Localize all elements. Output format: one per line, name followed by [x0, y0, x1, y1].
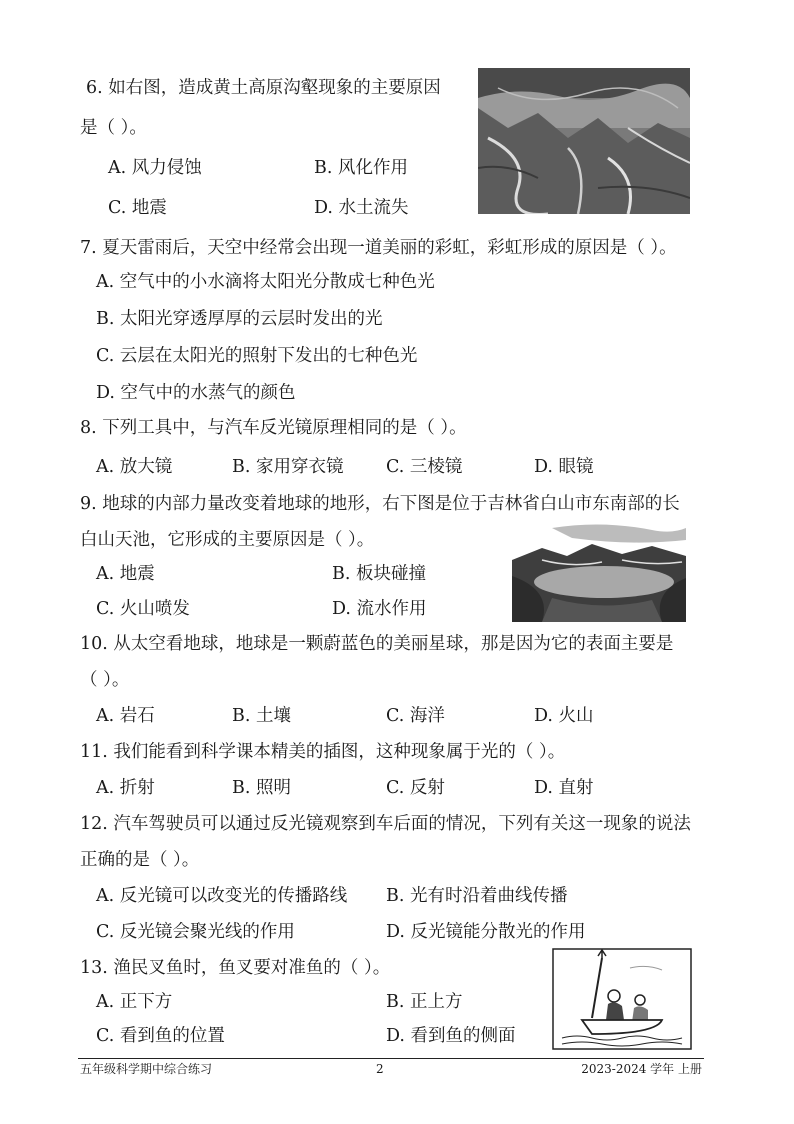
question-13-option-c: C. 看到鱼的位置	[96, 1026, 225, 1046]
question-9-option-d: D. 流水作用	[332, 599, 427, 619]
question-13-option-d: D. 看到鱼的侧面	[386, 1026, 516, 1046]
question-10-option-d: D. 火山	[534, 706, 594, 726]
question-11-option-a: A. 折射	[96, 778, 155, 798]
question-6-stem-line-1: 6. 如右图，造成黄土高原沟壑现象的主要原因	[86, 78, 441, 98]
question-10-stem-line-2: （ ）。	[80, 670, 130, 690]
question-11-stem: 11. 我们能看到科学课本精美的插图，这种现象属于光的（ ）。	[80, 742, 566, 762]
footer-school-year: 2023-2024 学年 上册	[581, 1062, 702, 1076]
question-7-stem: 7. 夏天雷雨后，天空中经常会出现一道美丽的彩虹，彩虹形成的原因是（ ）。	[80, 238, 677, 258]
question-12-stem-line-1: 12. 汽车驾驶员可以通过反光镜观察到车后面的情况，下列有关这一现象的说法	[80, 814, 691, 834]
question-12-option-a: A. 反光镜可以改变光的传播路线	[96, 886, 348, 906]
question-11-option-c: C. 反射	[386, 778, 445, 798]
question-6-stem-line-2: 是（ ）。	[80, 118, 147, 138]
question-8-option-b: B. 家用穿衣镜	[232, 457, 344, 477]
question-9-option-b: B. 板块碰撞	[332, 564, 426, 584]
question-11-option-b: B. 照明	[232, 778, 291, 798]
question-7-option-c: C. 云层在太阳光的照射下发出的七种色光	[96, 346, 418, 366]
question-9-stem-line-2: 白山天池，它形成的主要原因是（ ）。	[80, 530, 375, 550]
question-13-option-a: A. 正下方	[96, 992, 173, 1012]
question-12-option-b: B. 光有时沿着曲线传播	[386, 886, 568, 906]
question-7-option-b: B. 太阳光穿透厚厚的云层时发出的光	[96, 309, 383, 329]
question-8-option-c: C. 三棱镜	[386, 457, 463, 477]
question-12-option-c: C. 反光镜会聚光线的作用	[96, 922, 295, 942]
question-8-option-a: A. 放大镜	[96, 457, 173, 477]
tianchi-crater-lake-photo	[512, 520, 686, 622]
question-6-option-d: D. 水土流失	[314, 198, 409, 218]
page-footer	[78, 1058, 704, 1076]
question-8-option-d: D. 眼镜	[534, 457, 594, 477]
loess-plateau-gullies-photo	[478, 68, 690, 214]
question-12-stem-line-2: 正确的是（ ）。	[80, 850, 200, 870]
footer-page-number: 2	[376, 1062, 384, 1076]
question-6-option-a: A. 风力侵蚀	[108, 158, 202, 178]
question-12-option-d: D. 反光镜能分散光的作用	[386, 922, 586, 942]
fisherman-spearing-fish-illustration	[552, 948, 692, 1050]
question-9-stem-line-1: 9. 地球的内部力量改变着地球的地形，右下图是位于吉林省白山市东南部的长	[80, 494, 680, 514]
question-8-stem: 8. 下列工具中，与汽车反光镜原理相同的是（ ）。	[80, 418, 467, 438]
question-10-option-b: B. 土壤	[232, 706, 291, 726]
question-7-option-d: D. 空气中的水蒸气的颜色	[96, 383, 296, 403]
question-13-option-b: B. 正上方	[386, 992, 463, 1012]
footer-course-title: 五年级科学期中综合练习	[80, 1062, 213, 1076]
question-9-option-a: A. 地震	[96, 564, 155, 584]
question-13-stem: 13. 渔民叉鱼时，鱼叉要对准鱼的（ ）。	[80, 958, 391, 978]
question-11-option-d: D. 直射	[534, 778, 594, 798]
question-6-option-c: C. 地震	[108, 198, 167, 218]
question-6-option-b: B. 风化作用	[314, 158, 408, 178]
question-10-stem-line-1: 10. 从太空看地球，地球是一颗蔚蓝色的美丽星球，那是因为它的表面主要是	[80, 634, 674, 654]
question-7-option-a: A. 空气中的小水滴将太阳光分散成七种色光	[96, 272, 435, 292]
question-10-option-a: A. 岩石	[96, 706, 155, 726]
question-9-option-c: C. 火山喷发	[96, 599, 190, 619]
question-10-option-c: C. 海洋	[386, 706, 445, 726]
